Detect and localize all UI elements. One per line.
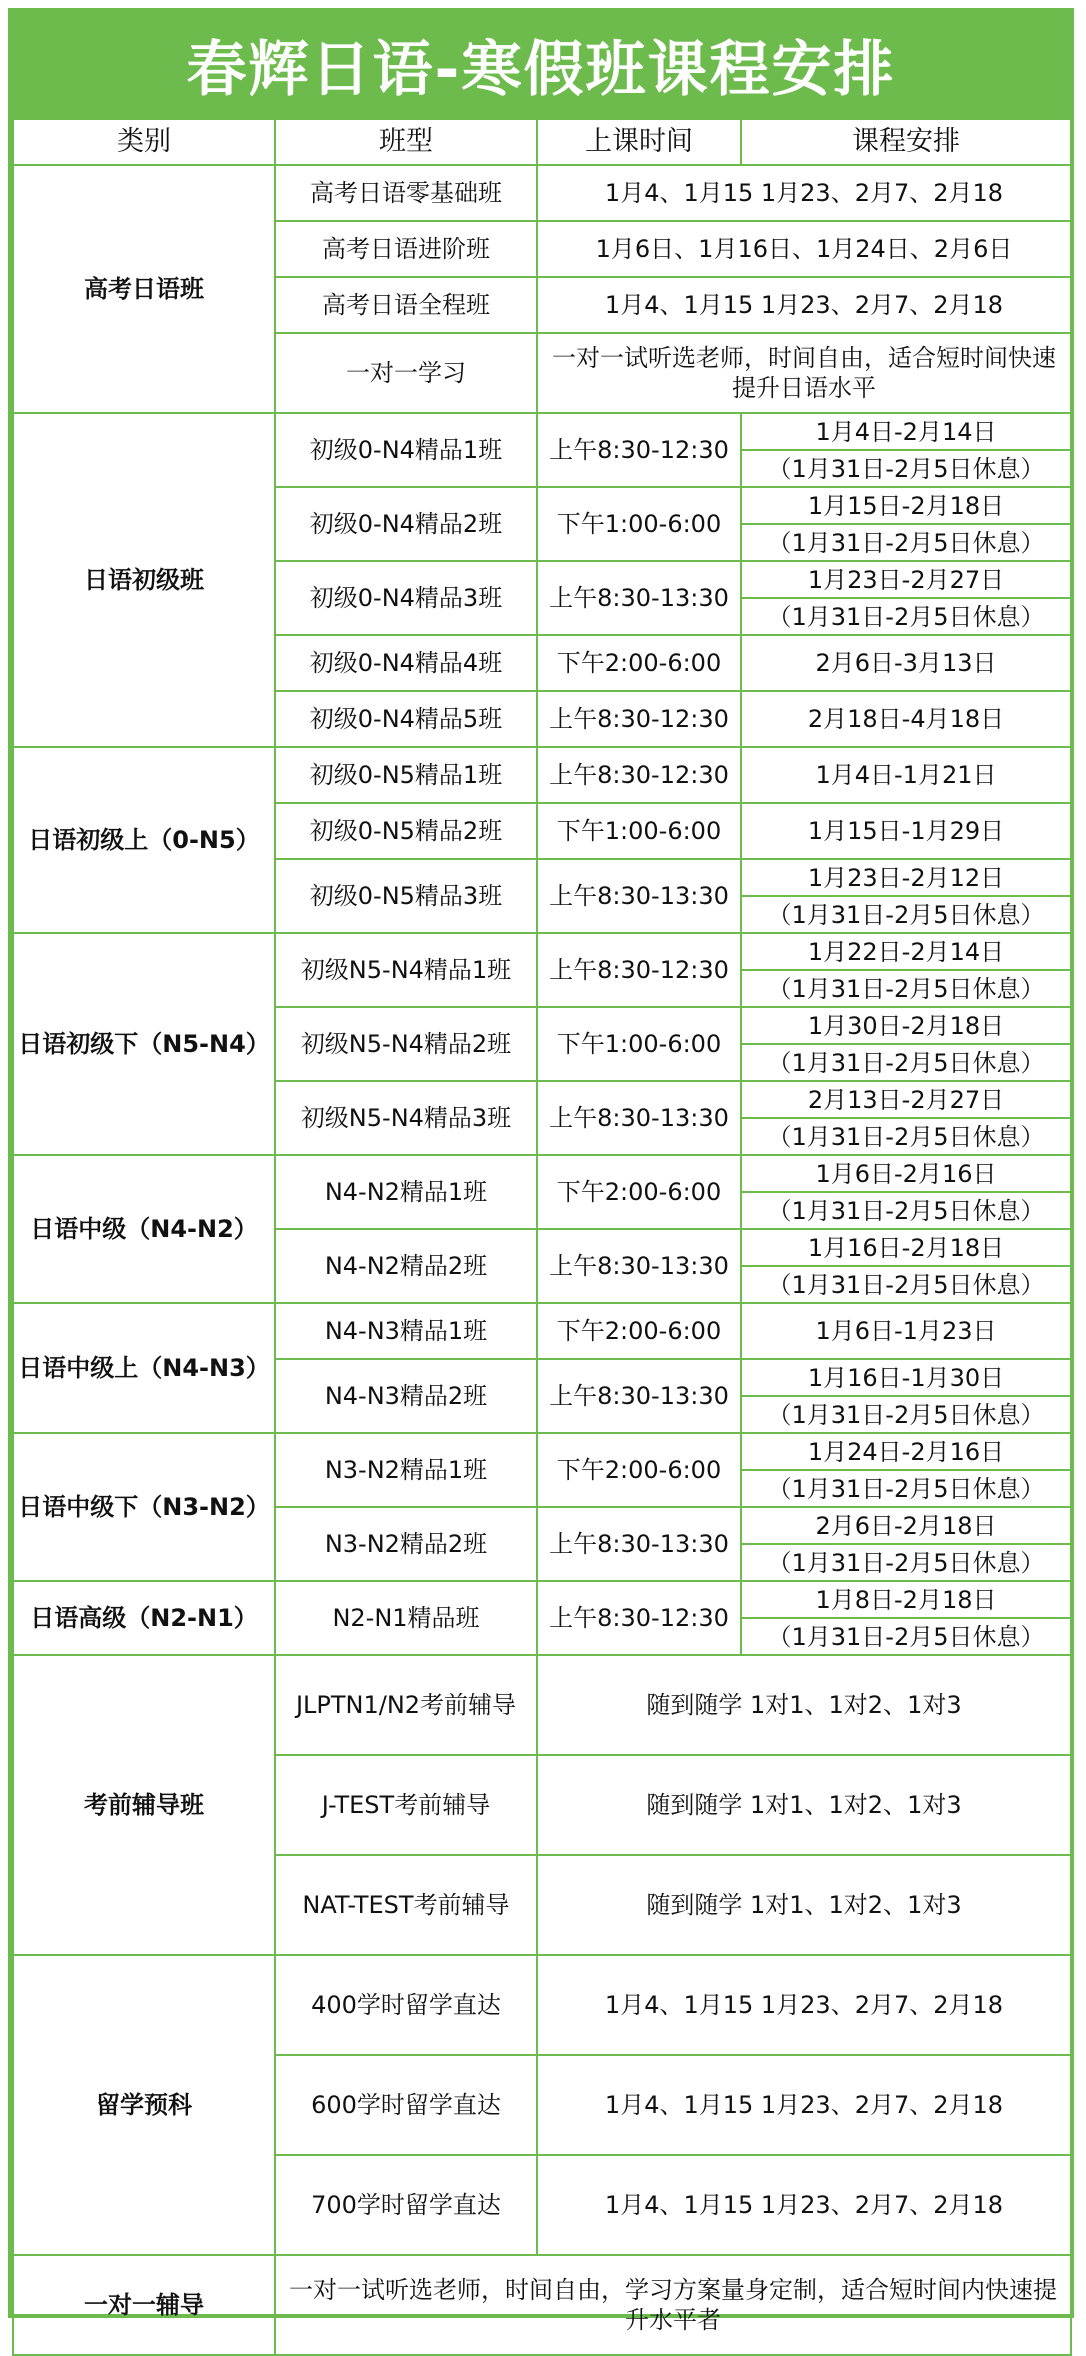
class-type-cell: N3-N2精品1班 [275,1433,537,1507]
schedule-note-cell: （1月31日-2月5日休息） [741,1396,1071,1433]
table-row [13,1155,1071,1192]
schedule-note-cell: （1月31日-2月5日休息） [741,1618,1071,1655]
table-row [13,1655,1071,1755]
class-type-cell: 初级0-N5精品3班 [275,859,537,933]
schedule-cell: 随到随学 1对1、1对2、1对3 [537,1655,1071,1755]
class-time-cell: 下午1:00-6:00 [537,487,741,561]
schedule-cell: 1月4、1月15 1月23、2月7、2月18 [537,2155,1071,2255]
schedule-note-cell: （1月31日-2月5日休息） [741,1044,1071,1081]
table-row [13,747,1071,803]
schedule-note-cell: （1月31日-2月5日休息） [741,1118,1071,1155]
schedule-frame [8,8,1074,2334]
table-row [13,413,1071,450]
schedule-note-cell: （1月31日-2月5日休息） [741,524,1071,561]
schedule-note-cell: （1月31日-2月5日休息） [741,1470,1071,1507]
table-row [13,1433,1071,1470]
schedule-cell: 1月15日-1月29日 [741,803,1071,859]
schedule-body [13,165,1071,2355]
class-type-cell: 初级0-N4精品5班 [275,691,537,747]
class-type-cell: 初级N5-N4精品1班 [275,933,537,1007]
category-cell: 日语中级（N4-N2） [13,1155,275,1303]
category-cell: 考前辅导班 [13,1655,275,1955]
schedule-cell: 1月6日-1月23日 [741,1303,1071,1359]
class-type-cell: 高考日语进阶班 [275,221,537,277]
header-row [13,119,1071,165]
class-type-cell: 初级0-N5精品2班 [275,803,537,859]
schedule-cell: 随到随学 1对1、1对2、1对3 [537,1755,1071,1855]
class-time-cell: 上午8:30-13:30 [537,1229,741,1303]
class-type-cell: 400学时留学直达 [275,1955,537,2055]
header-course-schedule: 课程安排 [741,119,1071,165]
class-type-cell: 高考日语零基础班 [275,165,537,221]
schedule-cell: 1月6日-2月16日 [741,1155,1071,1192]
class-type-cell: NAT-TEST考前辅导 [275,1855,537,1955]
schedule-cell: 1月24日-2月16日 [741,1433,1071,1470]
class-type-cell: J-TEST考前辅导 [275,1755,537,1855]
schedule-note-cell: （1月31日-2月5日休息） [741,896,1071,933]
schedule-cell: 1月23日-2月27日 [741,561,1071,598]
category-cell: 留学预科 [13,1955,275,2255]
schedule-note-cell: （1月31日-2月5日休息） [741,1192,1071,1229]
schedule-cell: 一对一试听选老师，时间自由，适合短时间快速提升日语水平 [537,333,1071,413]
schedule-cell: 1月8日-2月18日 [741,1581,1071,1618]
class-time-cell: 上午8:30-13:30 [537,1359,741,1433]
class-time-cell: 上午8:30-12:30 [537,933,741,1007]
class-type-cell: JLPTN1/N2考前辅导 [275,1655,537,1755]
class-type-cell: N4-N3精品2班 [275,1359,537,1433]
class-time-cell: 上午8:30-13:30 [537,561,741,635]
class-type-cell: 700学时留学直达 [275,2155,537,2255]
table-row [13,2255,1071,2355]
class-time-cell: 下午1:00-6:00 [537,803,741,859]
schedule-cell: 1月30日-2月18日 [741,1007,1071,1044]
schedule-cell: 1月4、1月15 1月23、2月7、2月18 [537,2055,1071,2155]
category-cell: 一对一辅导 [13,2255,275,2355]
class-type-cell: 初级0-N4精品4班 [275,635,537,691]
category-cell: 日语初级下（N5-N4） [13,933,275,1155]
table-row [13,1303,1071,1359]
schedule-cell: 1月4、1月15 1月23、2月7、2月18 [537,1955,1071,2055]
page-title: 春辉日语-寒假班课程安排 [186,35,896,105]
class-type-cell: 初级N5-N4精品3班 [275,1081,537,1155]
class-type-cell: N2-N1精品班 [275,1581,537,1655]
schedule-cell: 随到随学 1对1、1对2、1对3 [537,1855,1071,1955]
schedule-cell: 1月23日-2月12日 [741,859,1071,896]
category-cell: 日语中级上（N4-N3） [13,1303,275,1433]
schedule-note-cell: （1月31日-2月5日休息） [741,450,1071,487]
class-type-cell: 初级N5-N4精品2班 [275,1007,537,1081]
class-time-cell: 上午8:30-13:30 [537,1507,741,1581]
schedule-note-cell: （1月31日-2月5日休息） [741,970,1071,1007]
class-time-cell: 上午8:30-12:30 [537,413,741,487]
title-banner [12,12,1070,118]
schedule-note-cell: （1月31日-2月5日休息） [741,1266,1071,1303]
schedule-cell: 2月6日-3月13日 [741,635,1071,691]
table-row [13,1955,1071,2055]
category-cell: 日语初级上（0-N5） [13,747,275,933]
table-row [13,1581,1071,1618]
schedule-note-cell: （1月31日-2月5日休息） [741,598,1071,635]
class-type-cell: N4-N2精品2班 [275,1229,537,1303]
schedule-table [12,118,1072,2356]
schedule-cell: 1月6日、1月16日、1月24日、2月6日 [537,221,1071,277]
class-time-cell: 上午8:30-12:30 [537,747,741,803]
class-time-cell: 下午2:00-6:00 [537,635,741,691]
category-cell: 高考日语班 [13,165,275,413]
class-type-cell: 初级0-N4精品2班 [275,487,537,561]
schedule-cell: 一对一试听选老师，时间自由，学习方案量身定制，适合短时间内快速提升水平者 [275,2255,1071,2355]
schedule-cell: 2月13日-2月27日 [741,1081,1071,1118]
class-type-cell: 高考日语全程班 [275,277,537,333]
category-cell: 日语高级（N2-N1） [13,1581,275,1655]
schedule-cell: 1月22日-2月14日 [741,933,1071,970]
class-type-cell: 初级0-N4精品1班 [275,413,537,487]
class-type-cell: 一对一学习 [275,333,537,413]
class-time-cell: 上午8:30-13:30 [537,859,741,933]
header-category: 类别 [13,119,275,165]
category-cell: 日语初级班 [13,413,275,747]
class-time-cell: 上午8:30-12:30 [537,691,741,747]
class-type-cell: 初级0-N5精品1班 [275,747,537,803]
schedule-note-cell: （1月31日-2月5日休息） [741,1544,1071,1581]
class-type-cell: 初级0-N4精品3班 [275,561,537,635]
schedule-cell: 1月4日-2月14日 [741,413,1071,450]
table-row [13,165,1071,221]
class-time-cell: 上午8:30-12:30 [537,1581,741,1655]
class-type-cell: N4-N2精品1班 [275,1155,537,1229]
class-time-cell: 下午1:00-6:00 [537,1007,741,1081]
schedule-cell: 1月15日-2月18日 [741,487,1071,524]
category-cell: 日语中级下（N3-N2） [13,1433,275,1581]
schedule-cell: 1月4日-1月21日 [741,747,1071,803]
class-time-cell: 下午2:00-6:00 [537,1303,741,1359]
header-class-type: 班型 [275,119,537,165]
schedule-cell: 2月18日-4月18日 [741,691,1071,747]
class-type-cell: N3-N2精品2班 [275,1507,537,1581]
schedule-cell: 1月16日-1月30日 [741,1359,1071,1396]
class-time-cell: 上午8:30-13:30 [537,1081,741,1155]
schedule-cell: 1月4、1月15 1月23、2月7、2月18 [537,277,1071,333]
class-type-cell: 600学时留学直达 [275,2055,537,2155]
schedule-cell: 1月16日-2月18日 [741,1229,1071,1266]
schedule-cell: 1月4、1月15 1月23、2月7、2月18 [537,165,1071,221]
schedule-cell: 2月6日-2月18日 [741,1507,1071,1544]
class-time-cell: 下午2:00-6:00 [537,1155,741,1229]
class-type-cell: N4-N3精品1班 [275,1303,537,1359]
class-time-cell: 下午2:00-6:00 [537,1433,741,1507]
table-row [13,933,1071,970]
header-class-time: 上课时间 [537,119,741,165]
